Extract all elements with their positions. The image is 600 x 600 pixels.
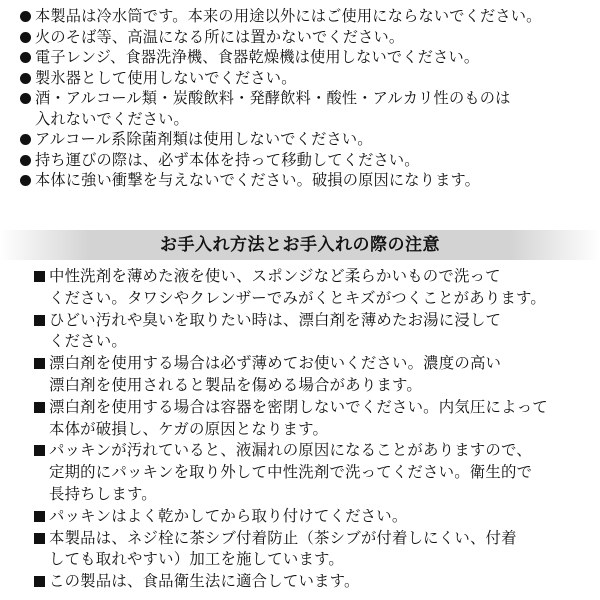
care-line: この製品は、食品衛生法に適合しています。 xyxy=(49,572,360,591)
precaution-item xyxy=(20,88,590,129)
care-line: ひどい汚れや臭いを取りたい時は、漂白剤を薄めたお湯に浸して xyxy=(49,310,502,329)
precautions-list xyxy=(20,6,590,191)
care-item xyxy=(34,506,594,528)
square-bullet-icon xyxy=(34,358,45,369)
square-bullet-icon xyxy=(34,271,45,282)
round-bullet-icon xyxy=(20,134,31,145)
square-bullet-icon xyxy=(34,576,45,587)
round-bullet-icon xyxy=(20,73,31,84)
precaution-item xyxy=(20,150,590,171)
care-line: しても取れやすい）加工を施しています。 xyxy=(49,550,344,569)
care-line: パッキンはよく乾かしてから取り付けてください。 xyxy=(49,506,408,525)
care-item xyxy=(34,266,594,310)
precaution-item xyxy=(20,27,590,48)
round-bullet-icon xyxy=(20,93,31,104)
care-line: パッキンが汚れていると、液漏れの原因になることがありますので、 xyxy=(49,441,532,460)
care-section-title: お手入れ方法とお手入れの際の注意 xyxy=(160,235,440,255)
precaution-line: 入れないでください。 xyxy=(35,109,189,128)
precaution-line: 本体に強い衝撃を与えないでください。破損の原因になります。 xyxy=(35,171,481,189)
care-item xyxy=(34,353,594,397)
care-item xyxy=(34,397,594,441)
precaution-line: 製氷器として使用しないでください。 xyxy=(35,68,297,87)
round-bullet-icon xyxy=(20,175,31,186)
care-line: 本体が破損し、ケガの原因となります。 xyxy=(49,419,329,438)
round-bullet-icon xyxy=(20,32,31,43)
care-item xyxy=(34,440,594,505)
square-bullet-icon xyxy=(34,445,45,456)
care-line: 漂白剤を使用する場合は容器を密閉しないでください。内気圧によって xyxy=(49,397,548,416)
round-bullet-icon xyxy=(20,52,31,63)
round-bullet-icon xyxy=(20,155,31,166)
precaution-line: 本製品は冷水筒です。本来の用途以外にはご使用にならないでください。 xyxy=(35,7,542,25)
precaution-line: 持ち運びの際は、必ず本体を持って移動してください。 xyxy=(35,150,420,169)
square-bullet-icon xyxy=(34,315,45,326)
precaution-item xyxy=(20,68,590,89)
care-line: 漂白剤を使用されると製品を傷める場合があります。 xyxy=(49,375,422,394)
care-line: 漂白剤を使用する場合は必ず薄めてお使いください。濃度の高い xyxy=(49,354,502,373)
precaution-line: アルコール系除菌剤類は使用しないでください。 xyxy=(35,130,373,148)
precaution-item xyxy=(20,6,590,27)
square-bullet-icon xyxy=(34,402,45,413)
care-item xyxy=(34,571,594,593)
precaution-item xyxy=(20,129,590,150)
precaution-item xyxy=(20,47,590,68)
precaution-line: 火のそば等、高温になる所には置かないでください。 xyxy=(35,27,405,46)
care-item xyxy=(34,528,594,572)
care-line: ください。 xyxy=(49,332,127,351)
care-line: 中性洗剤を薄めた液を使い、スポンジなど柔らかいもので洗って xyxy=(49,267,501,285)
square-bullet-icon xyxy=(34,511,45,522)
precaution-line: 電子レンジ、食器洗浄機、食器乾燥機は使用しないでください。 xyxy=(35,48,480,66)
care-line: 本製品は、ネジ栓に茶シブ付着防止（茶シブが付着しにくい、付着 xyxy=(49,528,517,547)
precaution-line: 酒・アルコール類・炭酸飲料・発酵飲料・酸性・アルカリ性のものは xyxy=(35,89,511,107)
care-line: ください。タワシやクレンザーでみがくとキズがつくことがあります。 xyxy=(49,288,546,307)
round-bullet-icon xyxy=(20,11,31,22)
care-line: 長持ちします。 xyxy=(49,484,157,503)
care-instructions-list xyxy=(34,266,594,593)
care-line: 定期的にパッキンを取り外して中性洗剤で洗ってください。衛生的で xyxy=(49,463,533,482)
care-item xyxy=(34,310,594,354)
square-bullet-icon xyxy=(34,533,45,544)
precaution-item xyxy=(20,170,590,191)
